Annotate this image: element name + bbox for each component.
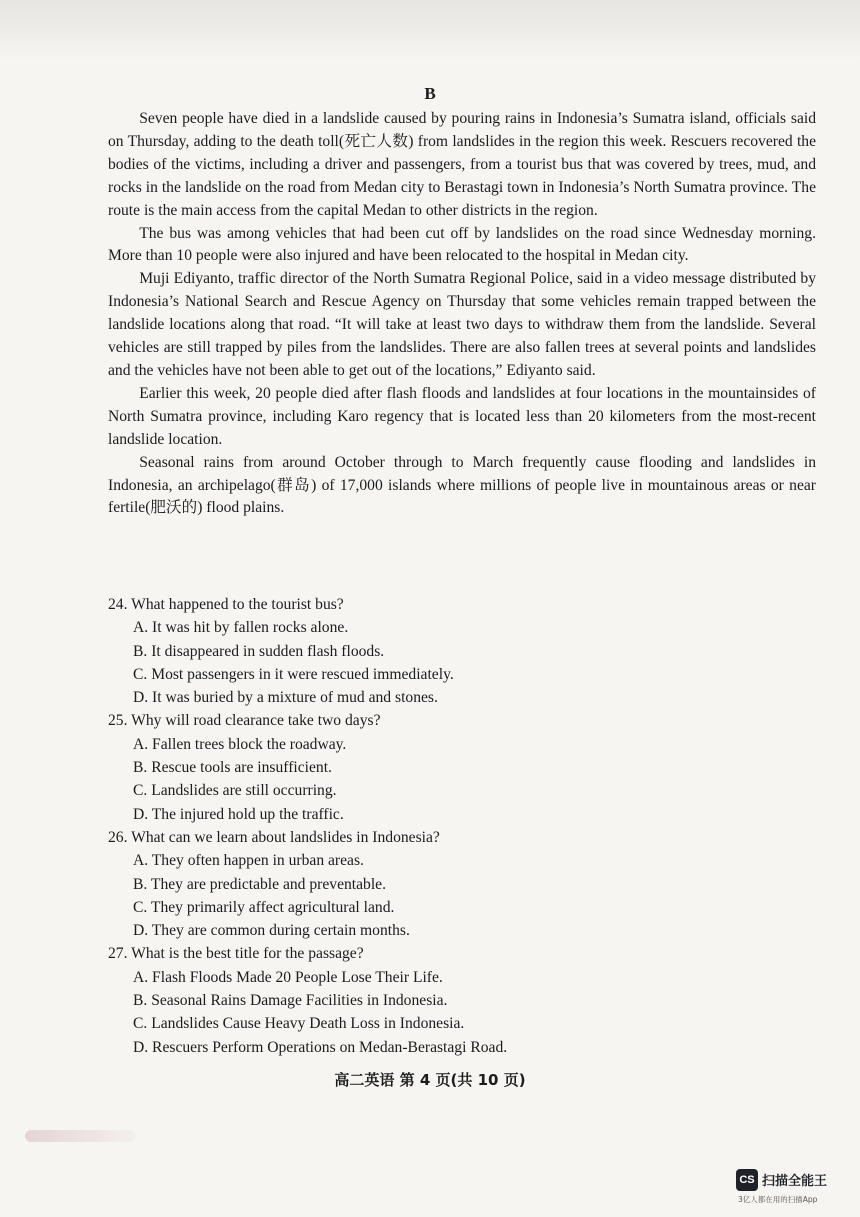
option-c: C. Landslides are still occurring. [133,782,337,800]
scan-smudge [25,1130,135,1142]
option-d: D. It was buried by a mixture of mud and stones. [133,689,438,707]
question-list [108,593,808,1059]
option-a: A. Fallen trees block the roadway. [133,735,347,753]
option-b: B. It disappeared in sudden flash floods. [133,642,385,660]
passage-paragraph: Seasonal rains from around October through to March frequently cause flooding and landslides in Indonesia, an archipelago(群岛) of 17,000 islands where millions of people live in mountainous areas or near fertile(肥沃的) flood plains. [108,453,816,517]
scanner-watermark [736,1169,846,1205]
reading-passage [108,108,816,520]
section-label: B [424,84,436,103]
option-b: B. They are predictable and preventable. [133,875,386,893]
question-stem: 25. Why will road clearance take two days? [108,712,381,730]
page-footer: 高二英语 第 4 页(共 10 页) [334,1071,526,1089]
question-stem: 24. What happened to the tourist bus? [108,596,344,613]
passage-paragraph: Muji Ediyanto, traffic director of the North Sumatra Regional Police, said in a video message distributed by Indonesia’s National Search and Rescue Agency on Thursday that some vehicles remain trapped between the landslide locations along that road. “It will take at least two days to withdraw them from the landslide. Several vehicles are still trapped by piles from the landslides. There are also fallen trees at several points and landslides and the vehicles have not been able to get out of the locations,” Ediyanto said. [108,270,816,379]
question-26 [108,826,808,942]
option-a: A. They often happen in urban areas. [133,852,364,870]
option-d: D. Rescuers Perform Operations on Medan-Berastagi Road. [133,1038,508,1056]
option-d: D. They are common during certain months. [133,922,410,940]
option-b: B. Rescue tools are insufficient. [133,759,332,777]
scan-shadow [0,0,860,60]
passage-paragraph: Seven people have died in a landslide caused by pouring rains in Indonesia’s Sumatra island, officials said on Thursday, adding to the death toll(死亡人数) from landslides in the region this week. Rescuers recovered the bodies of the victims, including a driver and passengers, from a tourist bus that was covered by trees, mud, and rocks in the landslide on the road from Medan city to Berastagi town in Indonesia’s North Sumatra province. The route is the main access from the capital Medan to other districts in the region. [108,110,816,219]
passage-paragraph: Earlier this week, 20 people died after flash floods and landslides at four locations in the mountainsides of North Sumatra province, including Karo regency that is located less than 20 kilometers from the most-recent landslide location. [108,384,816,448]
question-25 [108,709,808,825]
question-24 [108,593,808,709]
watermark-app-name: 扫描全能王 [762,1174,828,1189]
option-c: C. They primarily affect agricultural land. [133,898,395,916]
option-c: C. Landslides Cause Heavy Death Loss in Indonesia. [133,1015,465,1033]
watermark-tagline: 3亿人都在用的扫描App [738,1195,818,1204]
option-c: C. Most passengers in it were rescued immediately. [133,665,454,683]
camscanner-logo-icon: CS [736,1169,758,1191]
question-stem: 27. What is the best title for the passage? [108,945,364,963]
question-27 [108,942,808,1058]
option-b: B. Seasonal Rains Damage Facilities in Indonesia. [133,992,448,1010]
option-a: A. Flash Floods Made 20 People Lose Their Life. [133,968,443,986]
passage-paragraph: The bus was among vehicles that had been cut off by landslides on the road since Wednesday morning. More than 10 people were also injured and have been relocated to the hospital in Medan city. [108,224,816,265]
option-a: A. It was hit by fallen rocks alone. [133,619,349,637]
option-d: D. The injured hold up the traffic. [133,805,344,823]
question-stem: 26. What can we learn about landslides in Indonesia? [108,828,440,846]
